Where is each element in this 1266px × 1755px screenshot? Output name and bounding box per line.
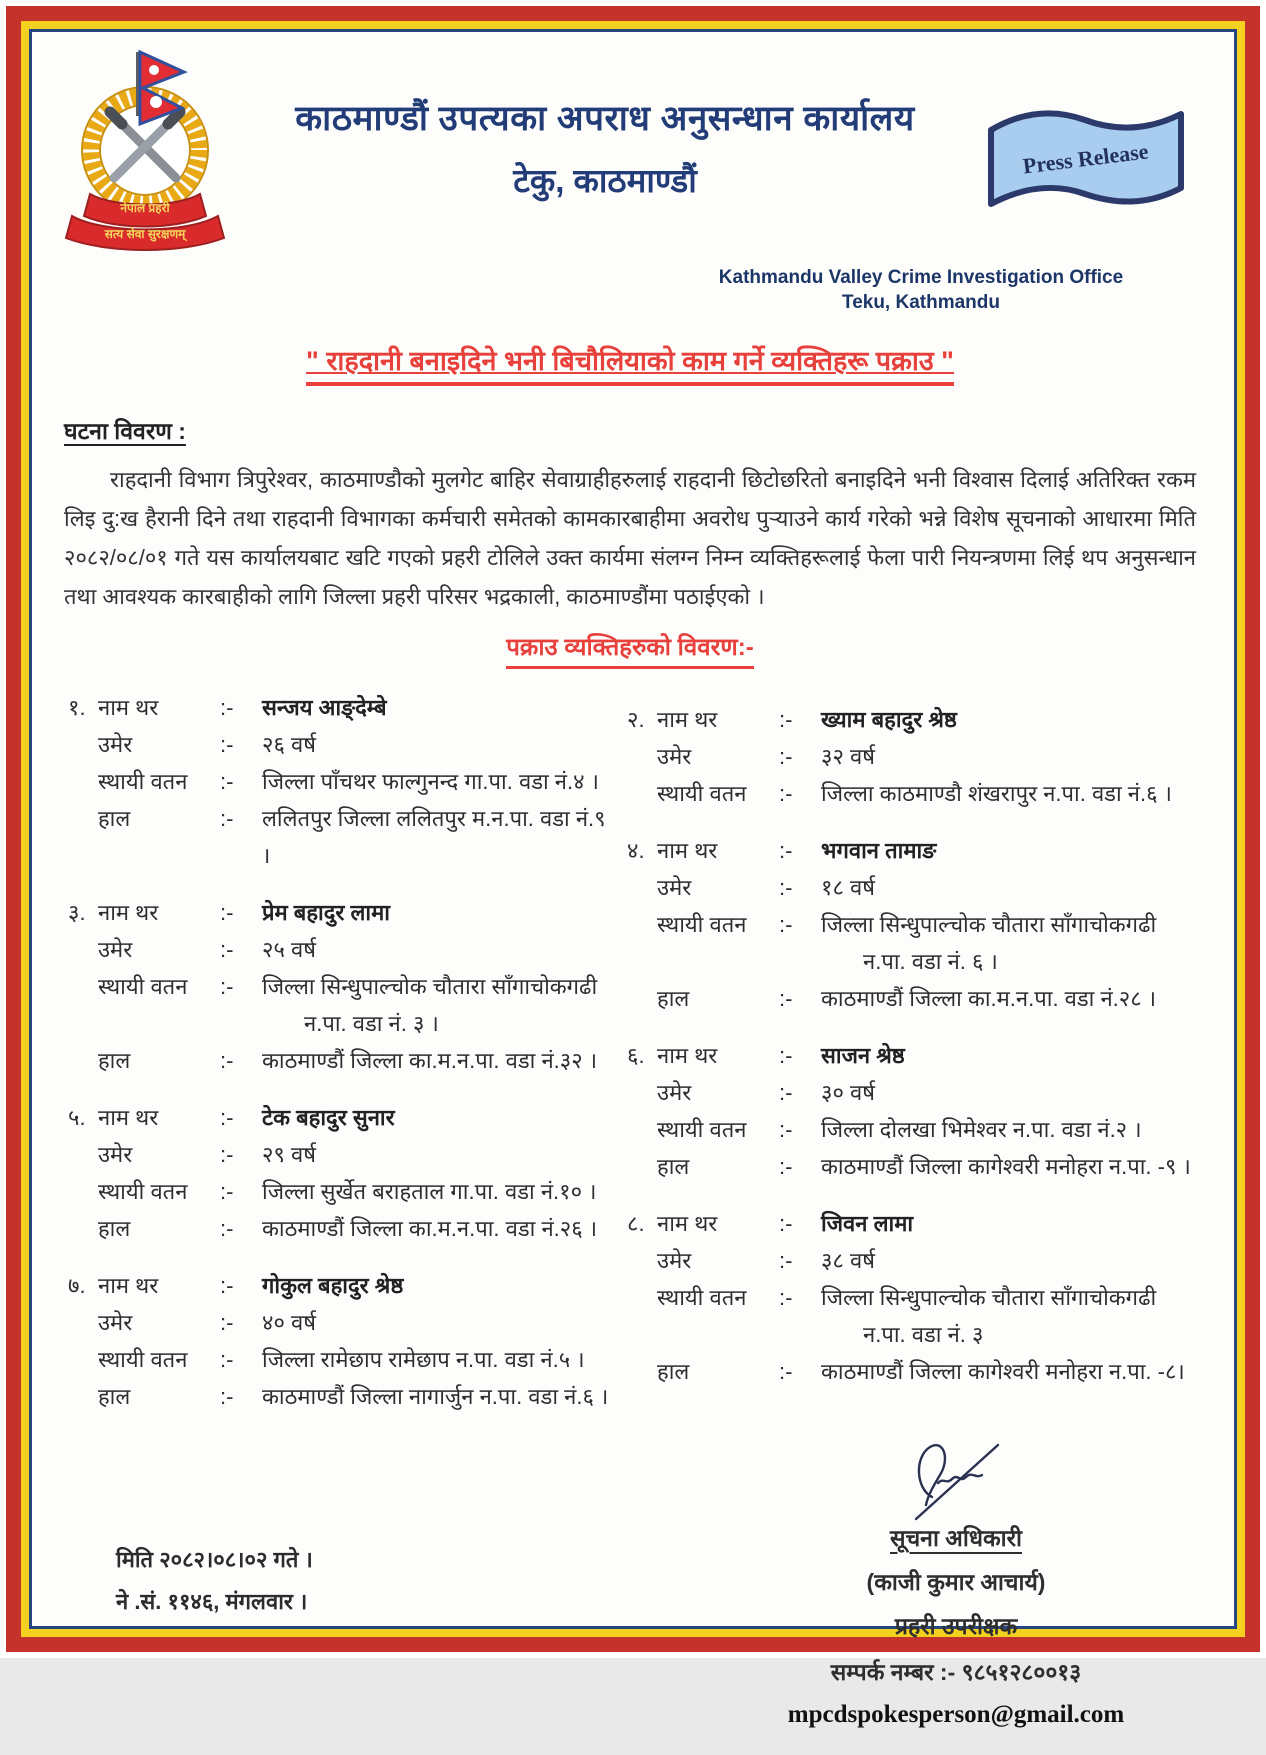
permanent-address-line2: न.पा. वडा नं. ६ ।	[863, 949, 998, 974]
person-number: ८.	[627, 1211, 645, 1236]
separator: :-	[779, 781, 793, 806]
separator: :-	[220, 1216, 234, 1241]
person-record-1	[68, 689, 613, 874]
separator: :-	[220, 1310, 234, 1335]
persons-column-right	[613, 689, 1196, 1435]
person-number: ४.	[627, 838, 645, 863]
separator: :-	[220, 900, 234, 925]
name-label: नाम थर	[98, 1273, 159, 1298]
separator: :-	[779, 1285, 793, 1310]
person-name: सन्जय आङ्देम्बे	[262, 695, 387, 720]
blue-border	[29, 29, 1237, 1728]
signer-name: (काजी कुमार आचार्य)	[866, 1569, 1046, 1595]
current-address-label: हाल	[657, 1359, 690, 1384]
age-label: उमेर	[98, 1310, 133, 1335]
person-record-8	[627, 1205, 1196, 1390]
person-age: ४० वर्ष	[262, 1310, 316, 1335]
separator: :-	[220, 974, 234, 999]
org-title-english	[686, 265, 1156, 315]
permanent-address-label: स्थायी वतन	[657, 781, 747, 806]
yellow-border	[21, 21, 1245, 1728]
age-label: उमेर	[98, 732, 133, 757]
age-label: उमेर	[657, 1080, 692, 1105]
separator: :-	[220, 732, 234, 757]
person-age: २६ वर्ष	[262, 732, 316, 757]
current-address: काठमाण्डौं जिल्ला कागेश्वरी मनोहरा न.पा. -९ ।	[821, 1154, 1191, 1179]
current-address: काठमाण्डौं जिल्ला का.म.न.पा. वडा नं.२८ ।	[821, 986, 1157, 1011]
person-record-3	[68, 894, 613, 1079]
permanent-address: जिल्ला रामेछाप रामेछाप न.पा. वडा नं.५ ।	[262, 1347, 585, 1372]
person-number: १.	[68, 695, 86, 720]
press-release-banner	[981, 46, 1196, 225]
current-address: काठमाण्डौं जिल्ला का.म.न.पा. वडा नं.२६ ।	[262, 1216, 598, 1241]
permanent-address: जिल्ला दोलखा भिमेश्वर न.पा. वडा नं.२ ।	[821, 1117, 1142, 1142]
permanent-address: जिल्ला सिन्धुपाल्चोक चौतारा साँगाचोकगढी	[821, 1285, 1157, 1310]
name-label: नाम थर	[98, 695, 159, 720]
document-content	[32, 32, 1234, 1728]
age-label: उमेर	[98, 1142, 133, 1167]
name-label: नाम थर	[657, 1211, 718, 1236]
person-record-5	[68, 1099, 613, 1247]
person-record-6	[627, 1037, 1196, 1185]
separator: :-	[779, 986, 793, 1011]
separator: :-	[220, 937, 234, 962]
headline: " राहदानी बनाइदिने भनी बिचौलियाको काम गर्ने व्यक्तिहरू पक्राउ "	[306, 341, 954, 386]
nepal-police-emblem-icon	[64, 46, 229, 259]
incident-heading: घटना विवरण :	[64, 418, 186, 444]
ribbon-top-text: नेपाल प्रहरी	[120, 201, 170, 215]
permanent-address-label: स्थायी वतन	[657, 1117, 747, 1142]
signature-icon	[886, 1435, 1026, 1527]
org-name-english: Kathmandu Valley Crime Investigation Office	[718, 267, 1124, 288]
separator: :-	[779, 707, 793, 732]
separator: :-	[779, 1043, 793, 1068]
separator: :-	[779, 1154, 793, 1179]
incident-body: राहदानी विभाग त्रिपुरेश्वर, काठमाण्डौको मुलगेट बाहिर सेवाग्राहीहरुलाई राहदानी छिटोछरितो बनाइदिने भनी विश्वास दिलाई अतिरिक्त रकम लिइ दु:ख हैरानी दिने तथा राहदानी विभागका कर्मचारी समेतको कामकारबाहीमा अवरोध पुऱ्याउने कार्य गरेको भन्ने विशेष सूचनाको आधारमा मिति २०८२/०८/०१ गते यस कार्यालयबाट खटि गएको प्रहरी टोलिले उक्त कार्यमा संलग्न निम्न व्यक्तिहरूलाई फेला पारी नियन्त्रणमा लिई थप अनुसन्धान तथा आवश्यक कारबाहीको लागि जिल्ला प्रहरी परिसर भद्रकाली, काठमाण्डौंमा पठाईएको ।	[64, 467, 1196, 609]
press-release-label: Press Release	[1021, 138, 1150, 179]
separator: :-	[220, 769, 234, 794]
ribbon-bottom-text: सत्य सेवा सुरक्षणम्	[104, 227, 186, 241]
org-place-english: Teku, Kathmandu	[842, 292, 1000, 313]
person-age: १८ वर्ष	[821, 875, 875, 900]
separator: :-	[220, 1384, 234, 1409]
permanent-address: जिल्ला सिन्धुपाल्चोक चौतारा साँगाचोकगढी	[821, 912, 1157, 937]
current-address: काठमाण्डौं जिल्ला नागार्जुन न.पा. वडा नं.६ ।	[262, 1384, 609, 1409]
person-age: २५ वर्ष	[262, 937, 316, 962]
person-record-7	[68, 1267, 613, 1415]
permanent-address-label: स्थायी वतन	[98, 1179, 188, 1204]
separator: :-	[220, 1142, 234, 1167]
current-address: ललितपुर जिल्ला ललितपुर म.न.पा. वडा नं.९ ।	[262, 806, 606, 868]
contact-number: सम्पर्क नम्बर :- ९८५१२८००१३	[830, 1659, 1082, 1685]
person-age: ३२ वर्ष	[821, 744, 875, 769]
person-number: ६.	[627, 1043, 645, 1068]
person-age: २९ वर्ष	[262, 1142, 316, 1167]
current-address: काठमाण्डौं जिल्ला कागेश्वरी मनोहरा न.पा. -८।	[821, 1359, 1185, 1384]
person-name: ख्याम बहादुर श्रेष्ठ	[821, 707, 957, 732]
permanent-address: जिल्ला सुर्खेत बराहताल गा.पा. वडा नं.१० ।	[262, 1179, 597, 1204]
org-title-block	[229, 46, 981, 202]
signer-rank: प्रहरी उपरीक्षक	[894, 1613, 1018, 1639]
footer	[64, 1435, 1196, 1755]
permanent-address-line2: न.पा. वडा नं. ३ ।	[304, 1011, 439, 1036]
separator: :-	[220, 806, 234, 831]
person-age: ३८ वर्ष	[821, 1248, 875, 1273]
person-number: ५.	[68, 1105, 86, 1130]
person-age: ३० वर्ष	[821, 1080, 875, 1105]
separator: :-	[220, 1179, 234, 1204]
person-name: टेक बहादुर सुनार	[262, 1105, 395, 1130]
org-place-nepali: टेकु, काठमाण्डौं	[513, 162, 697, 199]
name-label: नाम थर	[657, 707, 718, 732]
permanent-address-line2: न.पा. वडा नं. ३	[863, 1322, 984, 1347]
age-label: उमेर	[657, 875, 692, 900]
separator: :-	[220, 1347, 234, 1372]
separator: :-	[779, 1080, 793, 1105]
person-number: २.	[627, 707, 645, 732]
separator: :-	[779, 912, 793, 937]
current-address-label: हाल	[98, 1384, 131, 1409]
permanent-address-label: स्थायी वतन	[98, 1347, 188, 1372]
date-bs: मिति २०८२।०८।०२ गते ।	[116, 1547, 313, 1572]
person-name: जिवन लामा	[821, 1211, 914, 1236]
person-name: गोकुल बहादुर श्रेष्ठ	[262, 1273, 404, 1298]
arrested-persons-heading: पक्राउ व्यक्तिहरुको विवरण:-	[506, 630, 753, 669]
person-number: ७.	[68, 1273, 86, 1298]
permanent-address-label: स्थायी वतन	[657, 912, 747, 937]
age-label: उमेर	[657, 744, 692, 769]
permanent-address: जिल्ला सिन्धुपाल्चोक चौतारा साँगाचोकगढी	[262, 974, 598, 999]
permanent-address: जिल्ला पाँचथर फाल्गुनन्द गा.पा. वडा नं.४ ।	[262, 769, 599, 794]
contact-email: mpcdspokesperson@gmail.com	[787, 1701, 1125, 1728]
separator: :-	[779, 875, 793, 900]
persons-column-left	[64, 689, 613, 1435]
current-address: काठमाण्डौं जिल्ला का.म.न.पा. वडा नं.३२ ।	[262, 1048, 598, 1073]
permanent-address-label: स्थायी वतन	[98, 974, 188, 999]
separator: :-	[220, 695, 234, 720]
separator: :-	[779, 1248, 793, 1273]
person-number: ३.	[68, 900, 86, 925]
separator: :-	[779, 1211, 793, 1236]
separator: :-	[220, 1273, 234, 1298]
current-address-label: हाल	[657, 986, 690, 1011]
person-record-2	[627, 701, 1196, 812]
age-label: उमेर	[98, 937, 133, 962]
person-record-4	[627, 832, 1196, 1017]
separator: :-	[779, 744, 793, 769]
name-label: नाम थर	[98, 1105, 159, 1130]
separator: :-	[779, 1359, 793, 1384]
person-name: प्रेम बहादुर लामा	[262, 900, 390, 925]
separator: :-	[220, 1105, 234, 1130]
outer-red-border	[6, 6, 1260, 1728]
signer-title: सूचना अधिकारी	[890, 1525, 1022, 1551]
permanent-address: जिल्ला काठमाण्डौ शंखरापुर न.पा. वडा नं.६ ।	[821, 781, 1172, 806]
org-name-nepali: काठमाण्डौं उपत्यका अपराध अनुसन्धान कार्यालय	[295, 99, 915, 138]
date-ns: ने .सं. ११४६, मंगलवार ।	[116, 1589, 308, 1614]
name-label: नाम थर	[657, 1043, 718, 1068]
separator: :-	[779, 1117, 793, 1142]
separator: :-	[779, 838, 793, 863]
signature-block	[716, 1435, 1196, 1729]
name-label: नाम थर	[657, 838, 718, 863]
name-label: नाम थर	[98, 900, 159, 925]
separator: :-	[220, 1048, 234, 1073]
permanent-address-label: स्थायी वतन	[657, 1285, 747, 1310]
person-name: साजन श्रेष्ठ	[821, 1043, 905, 1068]
permanent-address-label: स्थायी वतन	[98, 769, 188, 794]
age-label: उमेर	[657, 1248, 692, 1273]
incident-section	[64, 414, 1196, 616]
arrested-persons-list	[64, 689, 1196, 1435]
date-block	[116, 1435, 313, 1729]
person-name: भगवान तामाङ	[821, 838, 937, 863]
current-address-label: हाल	[98, 1216, 131, 1241]
current-address-label: हाल	[657, 1154, 690, 1179]
current-address-label: हाल	[98, 1048, 131, 1073]
header	[64, 46, 1196, 259]
current-address-label: हाल	[98, 806, 131, 831]
